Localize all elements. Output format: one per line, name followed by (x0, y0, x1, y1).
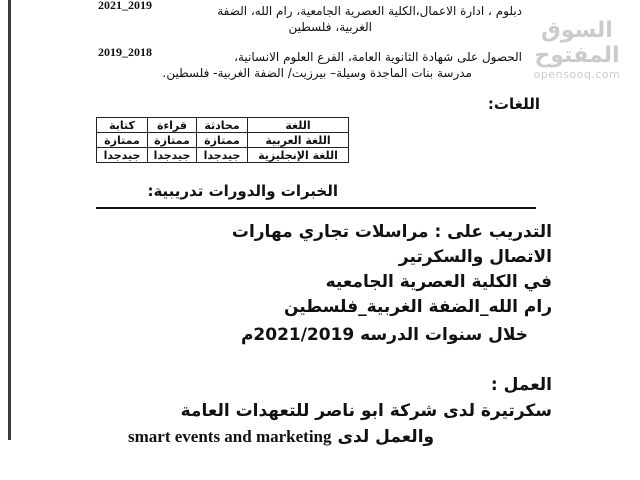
section-divider (96, 207, 536, 209)
work-line-2-arabic: والعمل لدى (337, 427, 435, 447)
cell-language: اللغة العربية (248, 133, 349, 148)
cell-language: اللغة الإنجليزية (248, 148, 349, 163)
opensooq-watermark (522, 18, 632, 81)
languages-title: اللغات: (487, 95, 540, 113)
training-line-1: التدريب على : مراسلات تجاري مهارات (231, 222, 552, 242)
watermark-arabic: السوق المفتوح (534, 18, 620, 68)
work-title: العمل : (490, 375, 552, 395)
diploma-line-1: دبلوم ، ادارة الاعمال،الكلية العصرية الجامعية، رام الله، الضفة (217, 4, 522, 18)
tawjihi-line-1: الحصول على شهادة الثانوية العامة، الفرع العلوم الانسانية، (234, 50, 522, 64)
header-language: اللغة (248, 118, 349, 133)
cell-speaking: ممتازة (197, 133, 248, 148)
work-line-2 (128, 427, 434, 447)
experience-title: الخبرات والدورات تدريبية: (147, 182, 338, 200)
training-line-2: الاتصال والسكرتير (398, 247, 552, 267)
cell-writing: جيدجدا (97, 148, 148, 163)
training-line-4: رام الله_الضفة الغربية_فلسطين (283, 297, 552, 317)
table-row (97, 133, 349, 148)
cell-reading: ممتازة (148, 133, 197, 148)
watermark-latin: opensooq.com (533, 68, 621, 81)
tawjihi-year: 2019_2018 (98, 45, 152, 59)
tawjihi-line-2: مدرسة بنات الماجدة وسيلة– بيرزيت/ الضفة الغربية- فلسطين. (162, 66, 472, 80)
languages-header-row (97, 118, 349, 133)
training-line-3: في الكلية العصرية الجامعيه (325, 272, 552, 292)
diploma-year: 2021_2019 (98, 0, 152, 12)
company-name-english: smart events and marketing (128, 427, 332, 446)
table-row (97, 148, 349, 163)
page-edge-shadow (8, 0, 11, 440)
work-line-1: سكرتيرة لدى شركة ابو ناصر للتعهدات العامة (180, 401, 552, 421)
cell-speaking: جيدجدا (197, 148, 248, 163)
training-years: خلال سنوات الدرسه 2021/2019م (240, 325, 528, 345)
cell-writing: ممتازة (97, 133, 148, 148)
header-speaking: محادثة (197, 118, 248, 133)
languages-table (96, 117, 349, 163)
diploma-line-2: الغربية، فلسطين (288, 20, 372, 34)
cell-reading: جيدجدا (148, 148, 197, 163)
header-writing: كتابة (97, 118, 148, 133)
header-reading: قراءة (148, 118, 197, 133)
